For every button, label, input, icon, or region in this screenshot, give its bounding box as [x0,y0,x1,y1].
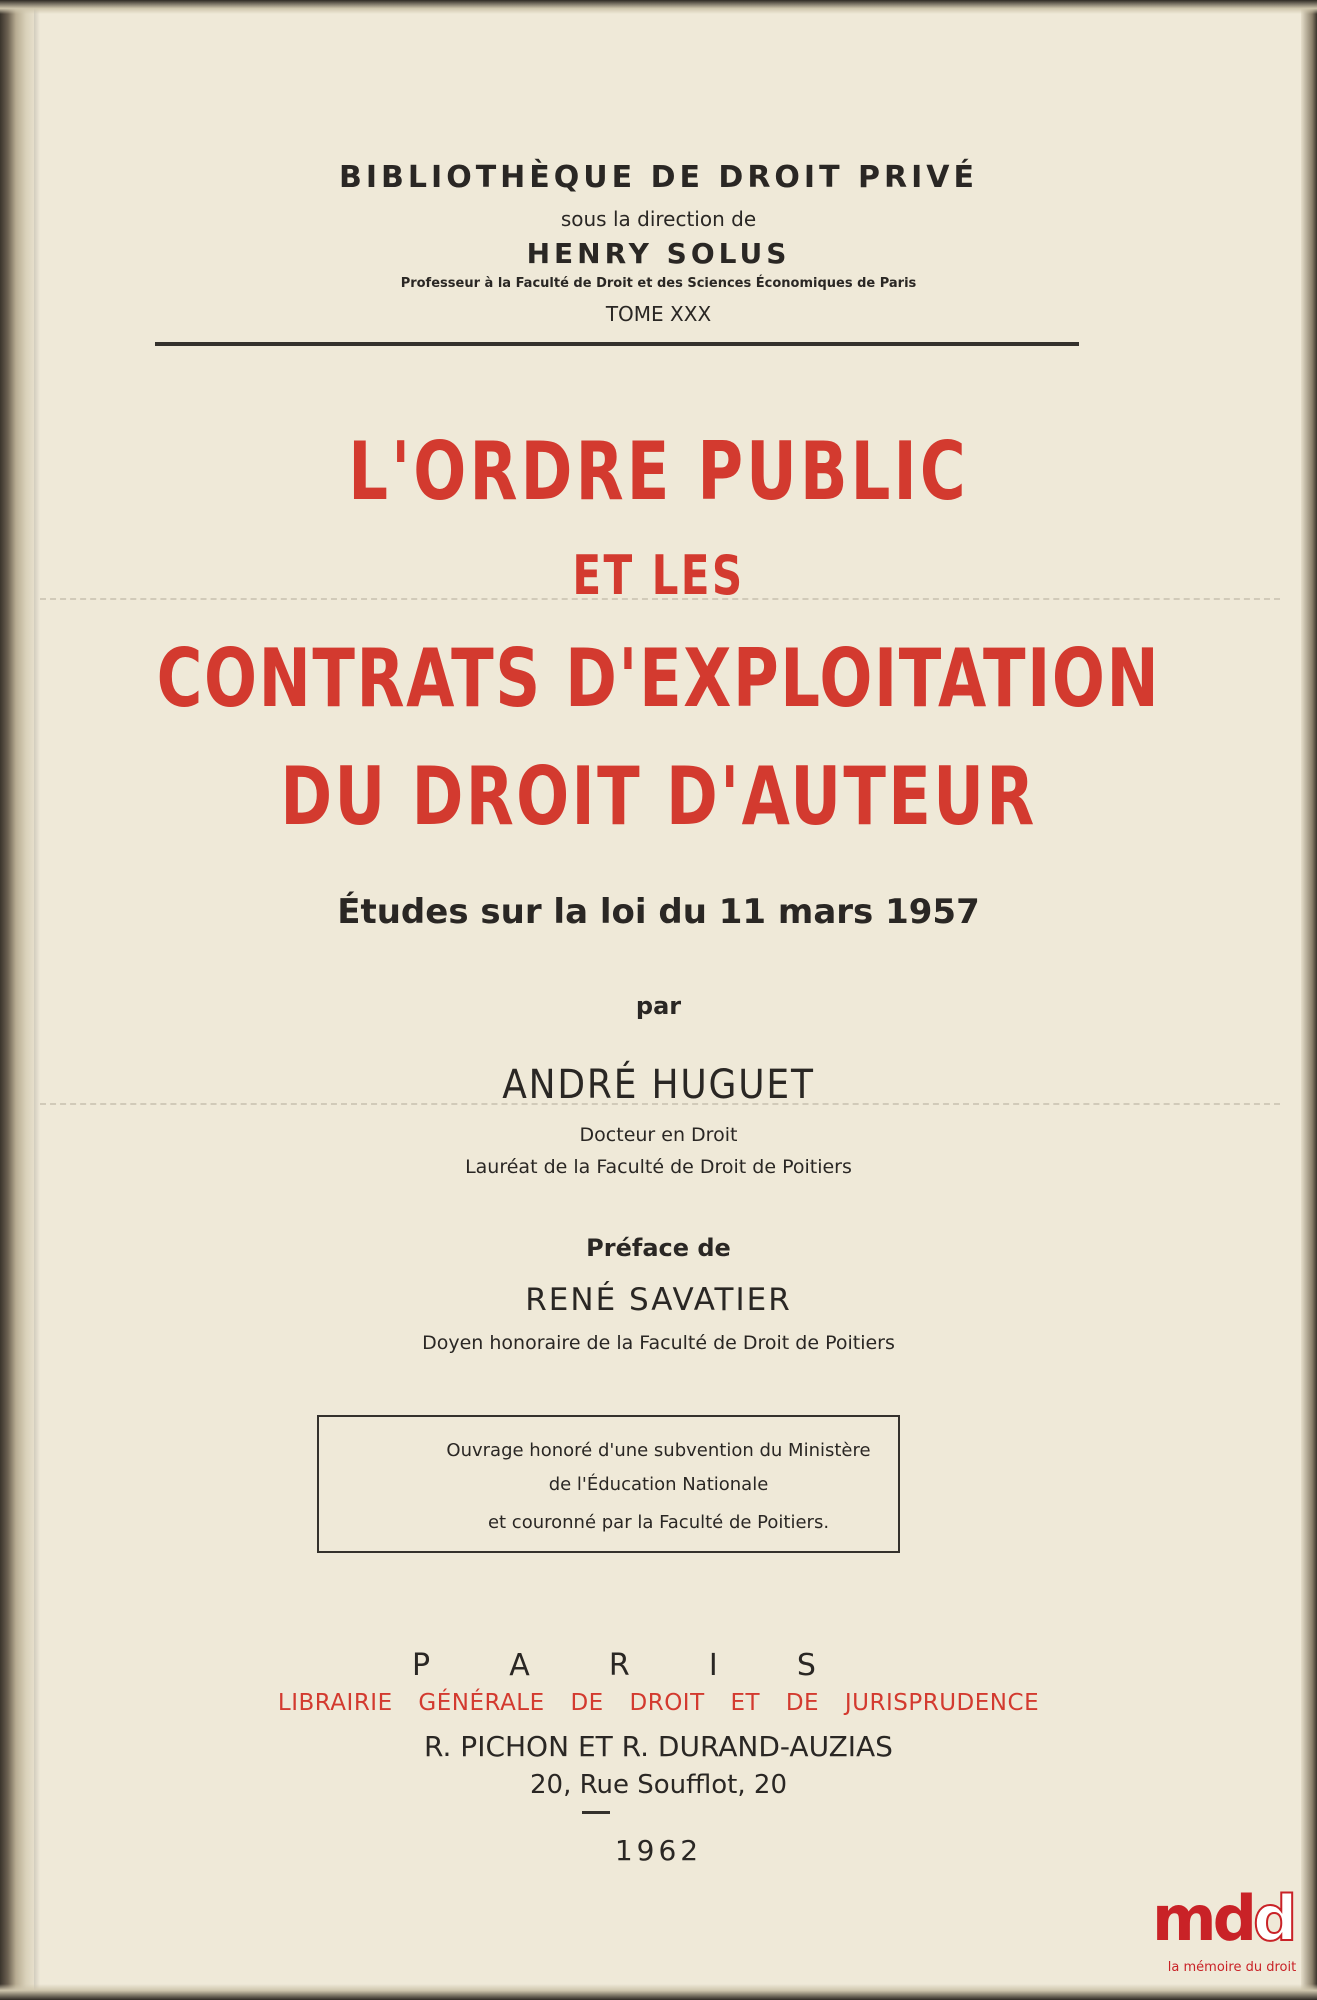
series-name: BIBLIOTHÈQUE DE DROIT PRIVÉ [339,160,978,195]
author-name: ANDRÉ HUGUET [502,1062,815,1108]
subtitle: Études sur la loi du 11 mars 1957 [337,892,980,932]
imprint-year: 1962 [614,1834,703,1867]
series-editor-name: HENRY SOLUS [526,237,791,270]
preface-author-name: RENÉ SAVATIER [525,1282,792,1318]
imprint-publisher: LIBRAIRIE GÉNÉRALE DE DROIT ET DE JURISPRUDENCE [277,1690,1040,1716]
city-letter: S [796,1648,816,1683]
preface-author-title: Doyen honoraire de la Faculté de Droit de Poitiers [422,1332,895,1354]
mdd-watermark-logo [1152,1884,1312,1994]
award-line-3: et couronné par la Faculté de Poitiers. [487,1512,830,1533]
author-title-1: Docteur en Droit [579,1124,738,1146]
city-letter: A [509,1648,530,1683]
series-tome: TOME XXX [605,302,712,326]
mdd-logo-tagline: la mémoire du droit [1167,1960,1297,1975]
imprint-address: 20, Rue Soufflot, 20 [530,1770,787,1800]
award-line-1: Ouvrage honoré d'une subvention du Ministère [446,1440,871,1461]
city-letter: R [608,1648,630,1683]
title-line-4: DU DROIT D'AUTEUR [280,750,1037,843]
series-direction-label: sous la direction de [560,207,757,231]
by-label: par [635,992,682,1020]
imprint-dash [582,1811,610,1814]
city-letter: I [708,1648,718,1683]
award-line-2: de l'Éducation Nationale [548,1474,769,1495]
page-bottom-edge [0,1984,1317,2000]
mdd-logo-mark: mdd [1152,1882,1294,1955]
title-line-1: L'ORDRE PUBLIC [348,425,969,518]
author-title-2: Lauréat de la Faculté de Droit de Poitiers [465,1156,852,1178]
series-editor-title: Professeur à la Faculté de Droit et des Sciences Économiques de Paris [400,276,917,291]
title-line-2: ET LES [572,544,745,607]
title-line-3: CONTRATS D'EXPLOITATION [156,632,1161,725]
imprint-city [412,1648,816,1683]
city-letter: P [412,1648,431,1683]
imprint-printers: R. PICHON ET R. DURAND-AUZIAS [424,1730,893,1763]
preface-label: Préface de [586,1234,731,1262]
page-top-edge [0,0,1317,14]
header-rule [155,342,1079,346]
